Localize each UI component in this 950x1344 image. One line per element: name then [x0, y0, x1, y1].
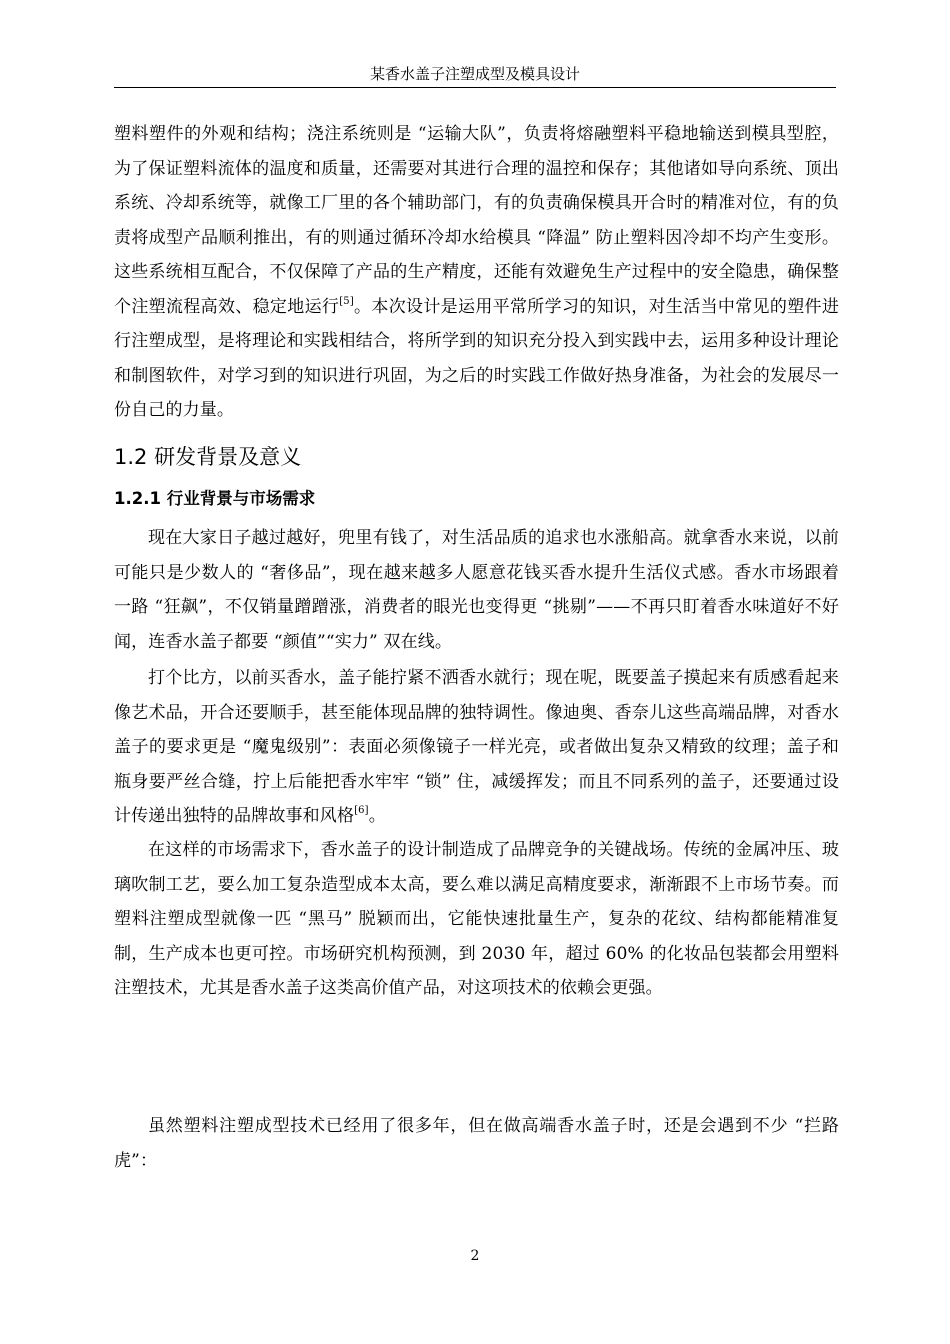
- paragraph-injection-molding: 在这样的市场需求下，香水盖子的设计制造成了品牌竞争的关键战场。传统的金属冲压、玻璃吹制工艺，要么加工复杂造型成本太高，要么难以满足高精度要求，渐渐跟不上市场节奏。而塑料注塑成型就像一匹 “黑马” 脱颖而出，它能快速批量生产，复杂的花纹、结构都能精准复制，生产成本也更可控。市场研究机构预测，到 2030 年，超过 60% 的化妆品包装都会用塑料注塑技术，尤其是香水盖子这类高价值产品，对这项技术的依赖会更强。: [114, 840, 839, 998]
- citation-5: [5]: [339, 295, 354, 307]
- header-divider: [114, 87, 836, 88]
- paragraph-text: 打个比方，以前买香水，盖子能拧紧不洒香水就行；现在呢，既要盖子摸起来有质感看起来像艺术品，开合还要顺手，甚至能体现品牌的独特调性。像迪奥、香奈儿这些高端品牌，对香水盖子的要求更是 “魔鬼级别”：表面必须像镜子一样光亮，或者做出复杂又精致的纹理；盖子和瓶身要严丝合缝，拧上后能把香水牢牢 “锁” 住，减缓挥发；而且不同系列的盖子，还要通过设计传递出独特的品牌故事和风格: [114, 668, 839, 826]
- paragraph-challenges: 虽然塑料注塑成型技术已经用了很多年，但在做高端香水盖子时，还是会遇到不少 “拦路虎”：: [114, 1116, 839, 1171]
- paragraph-market-growth: 现在大家日子越过越好，兜里有钱了，对生活品质的追求也水涨船高。就拿香水来说，以前可能只是少数人的 “奢侈品”，现在越来越多人愿意花钱买香水提升生活仪式感。香水市场跟着一路 “狂飙”，不仅销量蹭蹭涨，消费者的眼光也变得更 “挑剔”——不再只盯着香水味道好不好闻，连香水盖子都要 “颜值”“实力” 双在线。: [114, 528, 839, 652]
- running-header: 某香水盖子注塑成型及模具设计: [369, 65, 580, 83]
- paragraph-system-overview: [114, 117, 839, 428]
- paragraph-text-continued: 。: [368, 806, 386, 826]
- subsection-heading: 1.2.1 行业背景与市场需求: [114, 489, 316, 508]
- citation-6: [6]: [354, 805, 369, 816]
- page-number: 2: [470, 1248, 480, 1264]
- section-heading: 1.2 研发背景及意义: [114, 445, 302, 469]
- paragraph-text: 塑料塑件的外观和结构；浇注系统则是 “运输大队”，负责将熔融塑料平稳地输送到模具型腔，为了保证塑料流体的温度和质量，还需要对其进行合理的温控和保存；其他诸如导向系统、顶出系统、冷却系统等，就像工厂里的各个辅助部门，有的负责确保模具开合时的精准对位，有的负责将成型产品顺利推出，有的则通过循环冷却水给模具 “降温” 防止塑料因冷却不均产生变形。这些系统相互配合，不仅保障了产品的生产精度，还能有效避免生产过程中的安全隐患，确保整个注塑流程高效、稳定地运行: [114, 124, 839, 317]
- paragraph-text-continued: 。本次设计是运用平常所学习的知识，对生活当中常见的塑件进行注塑成型，是将理论和实践相结合，将所学到的知识充分投入到实践中去，运用多种设计理论和制图软件，对学习到的知识进行巩固，为之后的时实践工作做好热身准备，为社会的发展尽一份自己的力量。: [114, 296, 840, 420]
- paragraph-brand-requirements: [114, 661, 839, 834]
